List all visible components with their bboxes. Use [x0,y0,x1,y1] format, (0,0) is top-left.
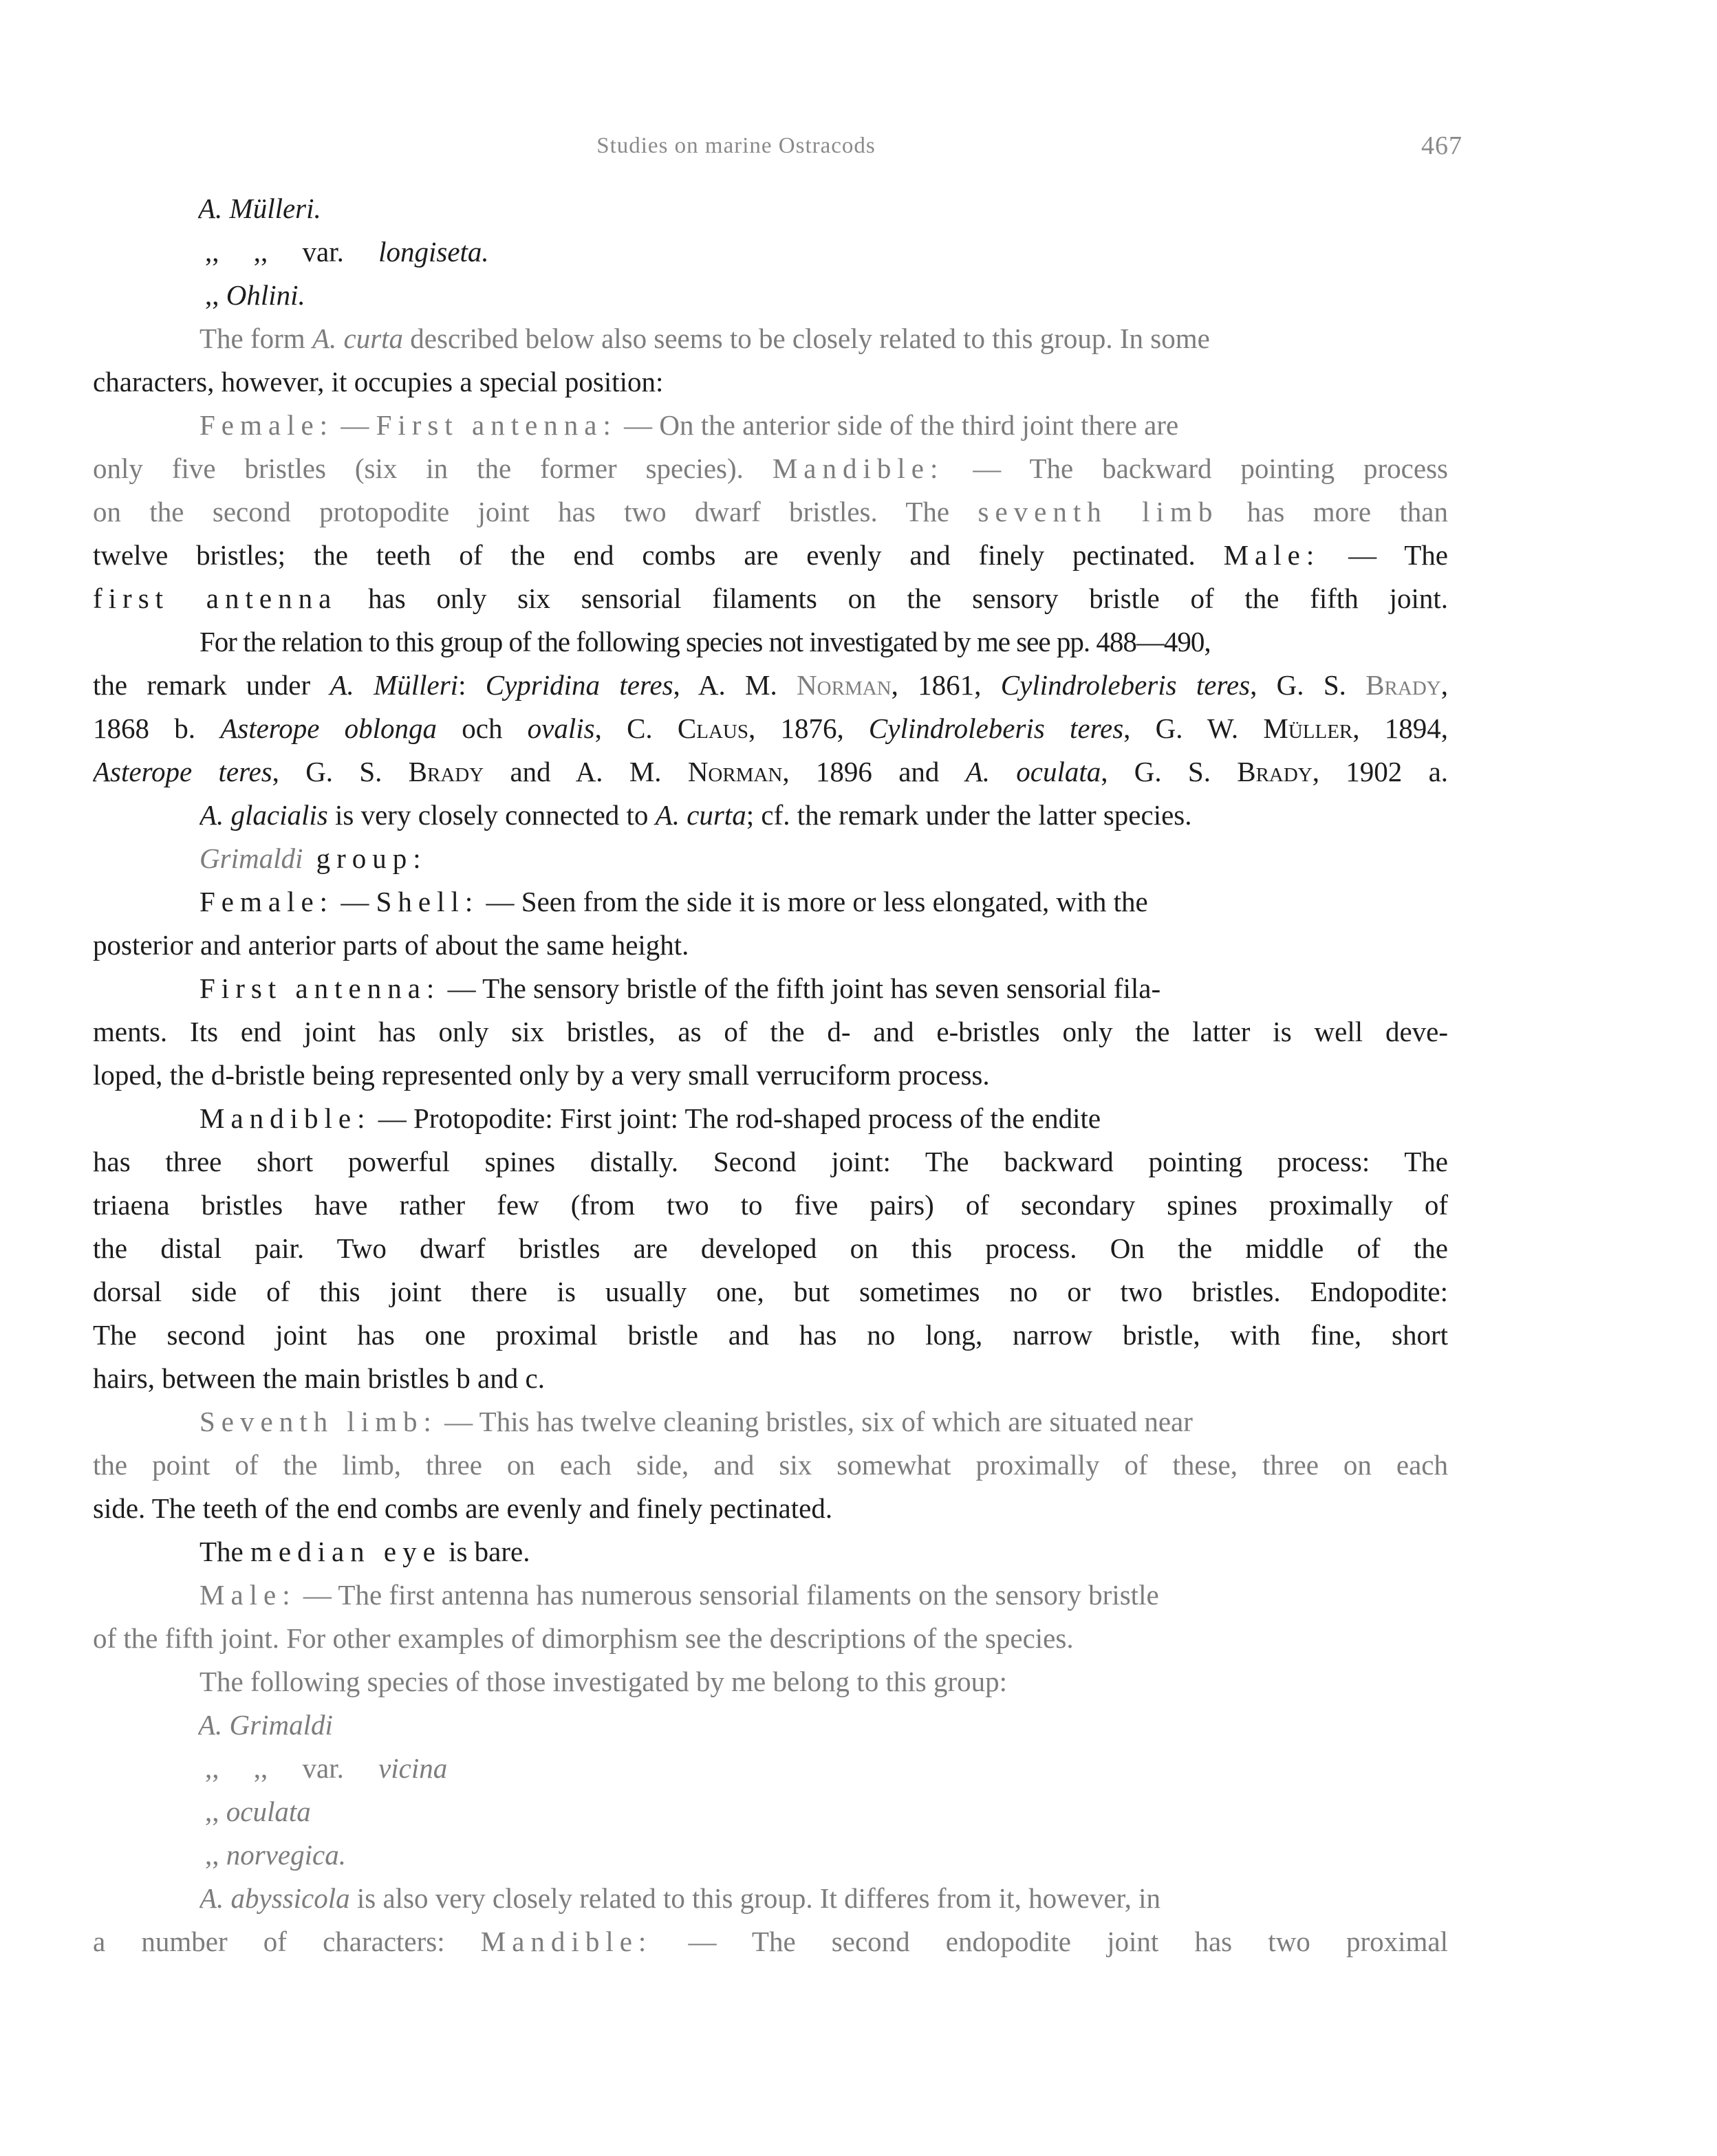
species-line-vicina: ,, ,, var. vicina [205,1752,448,1784]
paragraph-line: ments. Its end joint has only six bristles, as of the d- and e-bristles only the latter is well deve- [93,1016,1448,1047]
paragraph-line: For the relation to this group of the following species not investigated by me see pp. 488—490, [199,626,1211,657]
paragraph-line: triaena bristles have rather few (from two to five pairs) of secondary spines proximally of [93,1189,1448,1221]
paragraph-line: Male: — The first antenna has numerous sensorial filaments on the sensory bristle [199,1579,1159,1611]
paragraph-line: first antenna has only six sensorial filaments on the sensory bristle of the fifth joint. [93,582,1448,614]
species-line-mulleri: A. Mülleri. [198,193,321,224]
paragraph-line: Asterope teres, G. S. Brady and A. M. Norman, 1896 and A. oculata, G. S. Brady, 1902 a. [93,756,1448,787]
paragraph-line: a number of characters: Mandible: — The second endopodite joint has two proximal [93,1926,1448,1957]
paragraph-line: Seventh limb: — This has twelve cleaning bristles, six of which are situated near [199,1406,1193,1437]
species-line-oculata: ,, oculata [205,1796,311,1827]
species-line-ohlini: ,, Ohlini. [205,279,305,311]
paragraph-line: The median eye is bare. [199,1536,530,1567]
species-line-longiseta: ,, ,, var. longiseta. [205,236,489,268]
paragraph-line: only five bristles (six in the former species). Mandible: — The backward pointing process [93,453,1448,484]
paragraph-line: the remark under A. Mülleri: Cypridina teres, A. M. Norman, 1861, Cylindroleberis teres, G. S. Brady, [93,669,1448,701]
running-title: Studies on marine Ostracods [596,133,876,158]
paragraph-line: the point of the limb, three on each side, and six somewhat proximally of these, three on each [93,1449,1448,1481]
paragraph-line: A. abyssicola is also very closely related to this group. It differes from it, however, in [199,1882,1160,1914]
paragraph-line: 1868 b. Asterope oblonga och ovalis, C. Claus, 1876, Cylindroleberis teres, G. W. Müller, 1894, [93,712,1448,744]
group-heading: Grimaldi group: [199,842,427,874]
paragraph-line: posterior and anterior parts of about the same height. [93,929,689,961]
page-number: 467 [1421,131,1462,160]
paragraph-line: Mandible: — Protopodite: First joint: The rod-shaped process of the endite [199,1102,1101,1134]
paragraph-line: side. The teeth of the end combs are evenly and finely pectinated. [93,1492,833,1524]
paragraph-line: loped, the d-bristle being represented only by a very small verruciform process. [93,1059,990,1091]
paragraph-line: of the fifth joint. For other examples of dimorphism see the descriptions of the species. [93,1622,1074,1654]
paragraph-line: A. glacialis is very closely connected to A. curta; cf. the remark under the latter species. [199,799,1192,831]
paragraph-line: hairs, between the main bristles b and c. [93,1362,545,1394]
paragraph-line: twelve bristles; the teeth of the end combs are evenly and finely pectinated. Male: — The [93,539,1448,571]
running-header [0,128,1717,162]
paragraph-line: characters, however, it occupies a special position: [93,366,664,398]
paragraph-line: First antenna: — The sensory bristle of the fifth joint has seven sensorial fila- [199,972,1161,1004]
species-line-norvegica: ,, norvegica. [205,1839,346,1871]
paragraph-line: Female: — First antenna: — On the anterior side of the third joint there are [199,409,1179,441]
paragraph-line: The following species of those investigated by me belong to this group: [199,1666,1007,1697]
paragraph-line: The form A. curta described below also seems to be closely related to this group. In some [199,323,1210,354]
paragraph-line: the distal pair. Two dwarf bristles are developed on this process. On the middle of the [93,1232,1448,1264]
paragraph-line: dorsal side of this joint there is usually one, but sometimes no or two bristles. Endopodite: [93,1276,1448,1307]
paragraph-line: Female: — Shell: — Seen from the side it is more or less elongated, with the [199,886,1148,917]
species-line-grimaldi: A. Grimaldi [198,1709,333,1741]
paragraph-line: has three short powerful spines distally. Second joint: The backward pointing process: The [93,1146,1448,1177]
paragraph-line: The second joint has one proximal bristle and has no long, narrow bristle, with fine, short [93,1319,1448,1351]
paragraph-line: on the second protopodite joint has two dwarf bristles. The seventh limb has more than [93,496,1448,527]
